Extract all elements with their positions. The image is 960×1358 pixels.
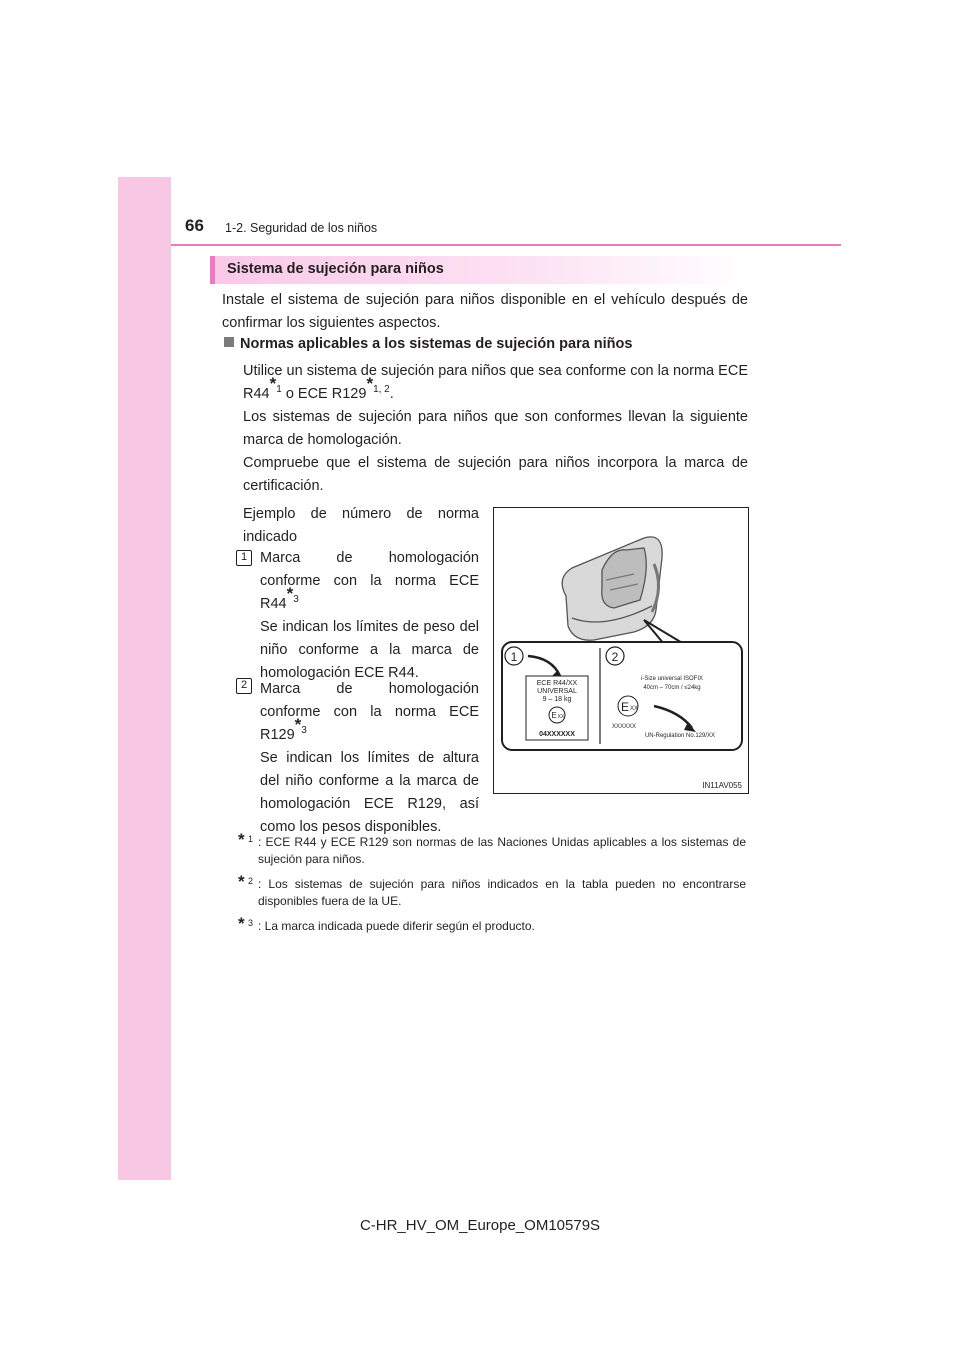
- document-footer: C-HR_HV_OM_Europe_OM10579S: [359, 1217, 601, 1234]
- footnote-ref: 1, 2: [373, 384, 390, 396]
- item-marker-1: 1: [236, 550, 252, 566]
- approval-mark-paragraph: Los sistemas de sujeción para niños que son conformes llevan la siguiente marca de homologación.: [243, 409, 748, 448]
- footnote-ref: 3: [293, 594, 299, 606]
- example-paragraph: Ejemplo de número de norma indicado: [243, 506, 479, 545]
- e-mark-code: XX: [629, 706, 639, 712]
- certification-paragraph: Compruebe que el sistema de sujeción para niños incorpora la marca de certificación.: [243, 455, 748, 494]
- side-tab-band: [118, 177, 171, 1180]
- bullet-heading: [224, 336, 632, 352]
- footnote-ref: 3: [301, 725, 307, 737]
- section-title: Sistema de sujeción para niños: [227, 261, 444, 277]
- footnote-text: : La marca indicada puede diferir según el producto.: [258, 919, 535, 933]
- footnote-ref: 1: [276, 384, 282, 396]
- e-mark-letter: E: [620, 700, 630, 714]
- standards-text: Utilice un sistema de sujeción para niños que sea conforme con la norma ECE R44: [243, 363, 748, 402]
- footnote-star-icon: *: [294, 715, 302, 735]
- footnote-1: [238, 830, 746, 868]
- universal-text: UNIVERSAL: [537, 688, 577, 695]
- item-1-line: Marca de homologación: [260, 550, 479, 566]
- item-1-detail: Se indican los límites de peso del niño conforme a la marca de homologación ECE R44.: [260, 619, 479, 681]
- standards-paragraph: [243, 360, 748, 406]
- section-heading-bar: [210, 256, 750, 284]
- footnote-star-icon: *: [238, 872, 245, 891]
- e-mark-code: XX: [557, 714, 565, 720]
- square-bullet-icon: [224, 337, 234, 347]
- footnote-number: 2: [248, 876, 254, 886]
- item-marker-2: 2: [236, 678, 252, 694]
- bullet-heading-text: Normas aplicables a los sistemas de sujeción para niños: [240, 336, 633, 352]
- standards-text-mid: o ECE R129: [281, 386, 367, 402]
- isize-text: i-Size universal ISOFIX: [640, 676, 704, 682]
- item-2-standard: R129: [260, 727, 295, 743]
- item-1-line: conforme con la norma ECE: [260, 573, 479, 589]
- footnote-star-icon: *: [238, 914, 245, 933]
- standards-text-end: .: [389, 386, 394, 402]
- callout-2-label: 2: [611, 650, 619, 664]
- item-2-line: conforme con la norma ECE: [260, 704, 479, 720]
- child-seat-illustration: [493, 507, 749, 794]
- footnote-star-icon: *: [238, 830, 245, 849]
- footnote-2: [238, 872, 746, 910]
- e-mark-letter: E: [551, 711, 557, 720]
- footnote-text: : ECE R44 y ECE R129 son normas de las Naciones Unidas aplicables a los sistemas de sujeción para niños.: [258, 835, 746, 866]
- footnote-star-icon: *: [286, 584, 294, 604]
- regulation-text: UN-Regulation No.129/XX: [644, 733, 716, 739]
- header-rule: [171, 244, 841, 246]
- item-1-description: [260, 547, 479, 685]
- chapter-title: 1-2. Seguridad de los niños: [225, 221, 378, 235]
- item-1-line: [260, 584, 479, 616]
- figure-id: IN11AV055: [702, 781, 742, 790]
- item-1-standard: R44: [260, 596, 287, 612]
- footnote-3: [238, 914, 746, 935]
- footnote-text: : Los sistemas de sujeción para niños indicados en la tabla pueden no encontrarse disponibles fuera de la UE.: [258, 877, 746, 908]
- footnote-number: 1: [248, 834, 254, 844]
- item-2-line: Marca de homologación: [260, 681, 479, 697]
- footnote-star-icon: *: [269, 374, 277, 394]
- callout-1-label: 1: [510, 650, 518, 664]
- approval-number: XXXXXX: [611, 724, 637, 730]
- footnote-star-icon: *: [366, 374, 374, 394]
- footnote-number: 3: [248, 918, 254, 928]
- item-2-detail: Se indican los límites de altura del niño conforme a la marca de homologación ECE R129, así como los pesos disponibles.: [260, 750, 479, 835]
- item-2-line: [260, 715, 479, 747]
- ece-r44-text: ECE R44/XX: [536, 680, 578, 687]
- approval-number: 04XXXXXX: [539, 731, 575, 738]
- height-weight-text: 40cm – 70cm / ≤24kg: [643, 685, 701, 691]
- weight-range-text: 9 – 18 kg: [542, 696, 572, 703]
- page-number: 66: [185, 216, 204, 235]
- intro-paragraph: Instale el sistema de sujeción para niños disponible en el vehículo después de confirmar los siguientes aspectos.: [222, 292, 748, 331]
- item-2-description: [260, 678, 479, 839]
